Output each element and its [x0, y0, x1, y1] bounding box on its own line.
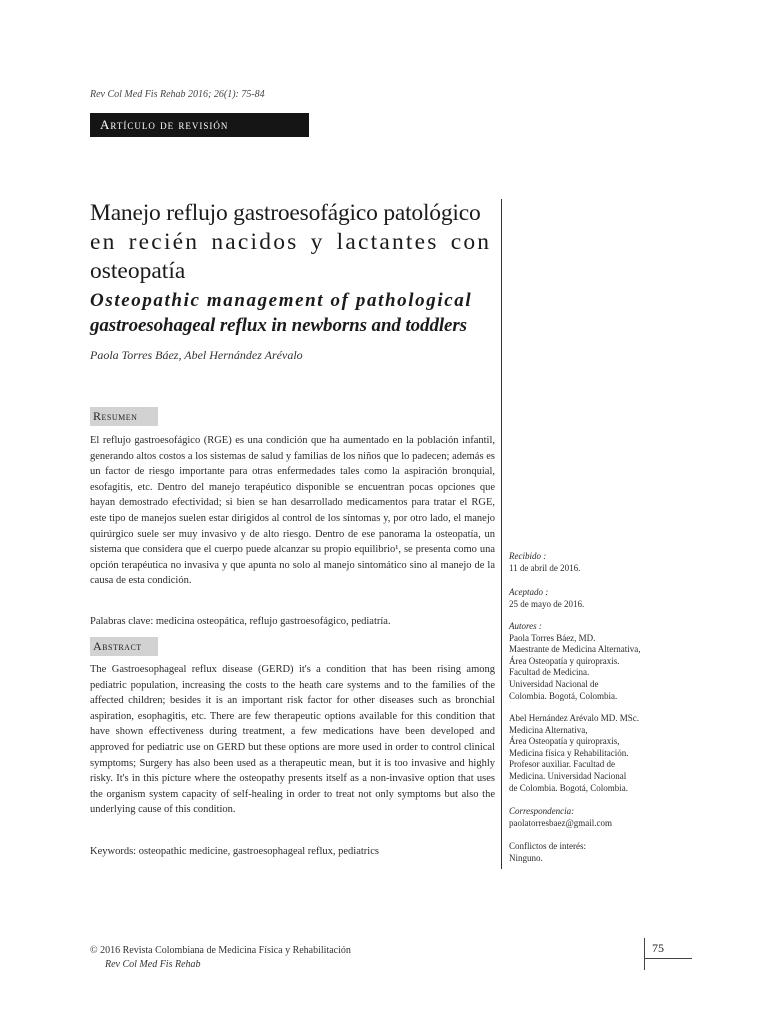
- conflicts-value: Ninguno.: [509, 852, 543, 863]
- author2-line: Medicina. Universidad Nacional: [509, 770, 627, 781]
- abstract-heading: [90, 637, 158, 656]
- author1-line: Maestrante de Medicina Alternativa,: [509, 644, 641, 655]
- author1-line: Universidad Nacional de: [509, 678, 599, 689]
- author2-line: Medicina física y Rehabilitación.: [509, 747, 629, 758]
- conflicts-label: Conflictos de interés:: [509, 841, 586, 851]
- conflicts-block: [509, 841, 679, 864]
- title-es-line-3: osteopatía: [90, 258, 186, 284]
- journal-citation: Rev Col Med Fis Rehab 2016; 26(1): 75-84: [90, 89, 265, 100]
- abstract-keywords: Keywords: osteopathic medicine, gastroesophageal reflux, pediatrics: [90, 846, 379, 857]
- author1-line: Área Osteopatía y quiropraxis.: [509, 655, 620, 666]
- page-number: 75: [652, 941, 664, 955]
- authors-block: [509, 621, 679, 702]
- title-en-line-1: Osteopathic management of pathological: [90, 290, 473, 311]
- title-es-line-2: en recién nacidos y lactantes con: [90, 229, 492, 255]
- correspondence-email[interactable]: paolatorresbaez@gmail.com: [509, 817, 612, 828]
- page-number-divider: [644, 938, 645, 970]
- received-block: [509, 551, 679, 574]
- accepted-label: Aceptado :: [509, 587, 549, 597]
- resumen-text: El reflujo gastroesofágico (RGE) es una condición que ha aumentado en la población infantil, generando altos costos a los sistemas de salud y familias de los niños que lo padecen; además es un factor de riesgo importante para otras enfermedades tales como la aspiración bronquial, esofagitis, etc. Dentro del manejo terapéutico disponible se encuentran pocas opciones que hayan demostrado efectividad; si bien se han desarrollado medicamentos para tratar el RGE, este tipo de manejos suelen estar dirigidos al control de los síntomas y, por otro lado, el manejo quirúrgico suele ser muy invasivo y de alto riesgo. Dentro de ese panorama la osteopatía, un sistema que considera que el cuerpo puede alcanzar su propio equilibrio¹, se presenta como una opción terapéutica no invasiva y que apunta no solo al manejo sintomático sino al manejo de la causa de esta condición.: [90, 435, 495, 587]
- author2-line: de Colombia. Bogotá, Colombia.: [509, 782, 628, 793]
- title-english: [90, 288, 498, 338]
- article-authors: Paola Torres Báez, Abel Hernández Arévalo: [90, 348, 303, 362]
- author2-line: Medicina Alternativa,: [509, 724, 588, 735]
- journal-abbreviation: Rev Col Med Fis Rehab: [105, 959, 201, 970]
- author1-line: Paola Torres Báez, MD.: [509, 632, 596, 643]
- author1-affiliation: [509, 633, 679, 703]
- abstract-heading-label: Abstract: [93, 639, 142, 653]
- section-tag-label: Artículo de revisión: [100, 117, 229, 132]
- received-label: Recibido :: [509, 551, 547, 561]
- title-en-line-2: gastroesohageal reflux in newborns and toddlers: [90, 315, 467, 336]
- authors-label: Autores :: [509, 621, 542, 631]
- article-title: [90, 199, 498, 338]
- author1-line: Colombia. Bogotá, Colombia.: [509, 690, 618, 701]
- resumen-heading: [90, 407, 158, 426]
- received-value: 11 de abril de 2016.: [509, 562, 581, 573]
- page-number-rule: [644, 958, 692, 959]
- correspondence-label: Correspondencia:: [509, 806, 575, 816]
- resumen-heading-label: Resumen: [93, 409, 138, 423]
- title-es-line-1: Manejo reflujo gastroesofágico patológico: [90, 200, 481, 226]
- section-tag: [90, 113, 309, 137]
- accepted-value: 25 de mayo de 2016.: [509, 598, 585, 609]
- abstract-text: The Gastroesophageal reflux disease (GERD) it's a condition that has been rising among pediatric population, increasing the costs to the heath care systems and to the families of the affected children; besides it is an important risk factor for other diseases such as bronchial aspiration, esophagitis, etc. There are few therapeutic options available for this condition that have shown effectiveness during treatment, a few medications have been developed and approved for pediatric use on GERD but these options are more used in order to control clinical symptoms; Surgery has also been used as a therapeutic mean, but it is too invasive and highly risky. It's in this picture where the osteopathy presents itself as a non-invasive option that uses the organism system capacity of self-healing in order to treat not only symptoms but also the underlying cause of this condition.: [90, 664, 495, 816]
- copyright-line: © 2016 Revista Colombiana de Medicina Física y Rehabilitación: [90, 945, 351, 956]
- title-spanish: [90, 199, 498, 286]
- author1-line: Facultad de Medicina.: [509, 667, 590, 678]
- accepted-block: [509, 587, 679, 610]
- correspondence-block: [509, 806, 679, 829]
- resumen-keywords: Palabras clave: medicina osteopática, reflujo gastroesofágico, pediatría.: [90, 616, 391, 627]
- author2-line: Área Osteopatía y quiropraxis,: [509, 736, 620, 747]
- column-divider: [501, 199, 502, 869]
- author2-affiliation: [509, 713, 679, 794]
- author2-line: Profesor auxiliar. Facultad de: [509, 759, 615, 770]
- author2-line: Abel Hernández Arévalo MD. MSc.: [509, 713, 639, 723]
